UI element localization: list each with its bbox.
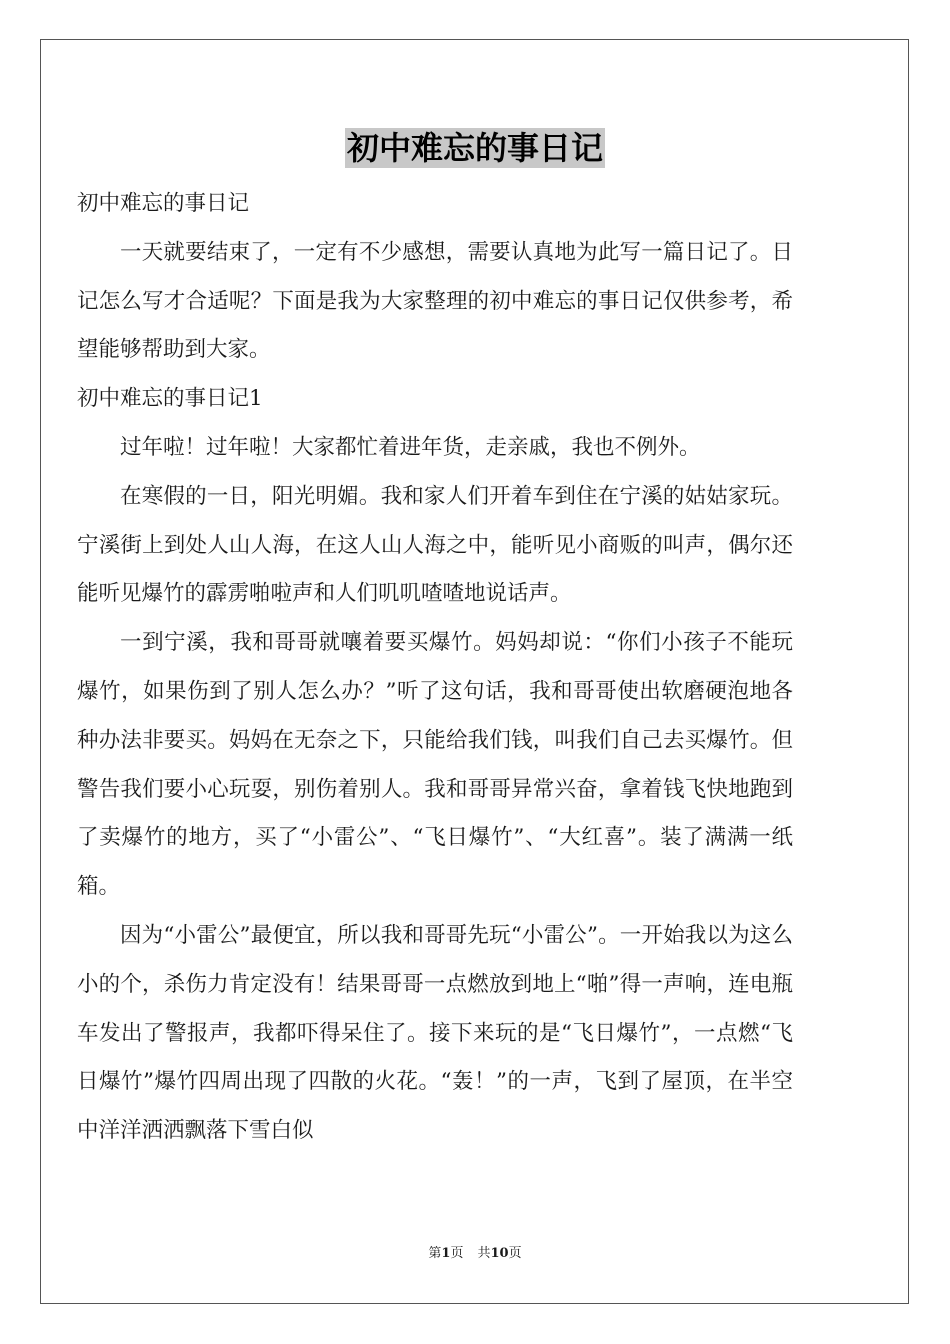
page-total: 10 — [490, 1246, 509, 1261]
paragraph: 过年啦！过年啦！大家都忙着进年货，走亲戚，我也不例外。 — [120, 434, 701, 460]
total-unit: 页 — [508, 1246, 522, 1261]
page-prefix: 第 — [428, 1246, 442, 1261]
document-title: 初中难忘的事日记 — [346, 129, 603, 167]
page-footer — [0, 1245, 950, 1263]
document-body — [77, 180, 793, 1156]
paragraph: 因为“小雷公”最便宜，所以我和哥哥先玩“小雷公”。一开始我以为这么小的个，杀伤力肯定没有！结果哥哥一点燃放到地上“啪”得一声响，连电瓶车发出了警报声，我都吓得呆住了。接下来玩的是“飞日爆竹”，一点燃“飞日爆竹”爆竹四周出现了四散的火花。“轰！”的一声，飞到了屋顶，在半空中洋洋洒洒飘落下雪白似 — [77, 922, 793, 1144]
title-wrap — [0, 128, 950, 168]
paragraph: 一到宁溪，我和哥哥就嚷着要买爆竹。妈妈却说：“你们小孩子不能玩爆竹，如果伤到了别人怎么办？”听了这句话，我和哥哥使出软磨硬泡地各种办法非要买。妈妈在无奈之下，只能给我们钱，叫我们自己去买爆竹。但警告我们要小心玩耍，别伤着别人。我和哥哥异常兴奋，拿着钱飞快地跑到了卖爆竹的地方，买了“小雷公”、“飞日爆竹”、“大红喜”。装了满满一纸箱。 — [77, 630, 793, 900]
paragraph: 在寒假的一日，阳光明媚。我和家人们开着车到住在宁溪的姑姑家玩。宁溪街上到处人山人海，在这人山人海之中，能听见小商贩的叫声，偶尔还能听见爆竹的霹雳啪啦声和人们叽叽喳喳地说话声。 — [77, 483, 793, 607]
page-current: 1 — [441, 1246, 451, 1261]
total-prefix: 共 — [477, 1246, 491, 1261]
paragraph: 一天就要结束了，一定有不少感想，需要认真地为此写一篇日记了。日记怎么写才合适呢？下面是我为大家整理的初中难忘的事日记仅供参考，希望能够帮助到大家。 — [77, 239, 793, 363]
paragraph: 初中难忘的事日记 — [77, 191, 250, 216]
page-unit: 页 — [450, 1246, 464, 1261]
paragraph: 初中难忘的事日记1 — [77, 386, 263, 412]
